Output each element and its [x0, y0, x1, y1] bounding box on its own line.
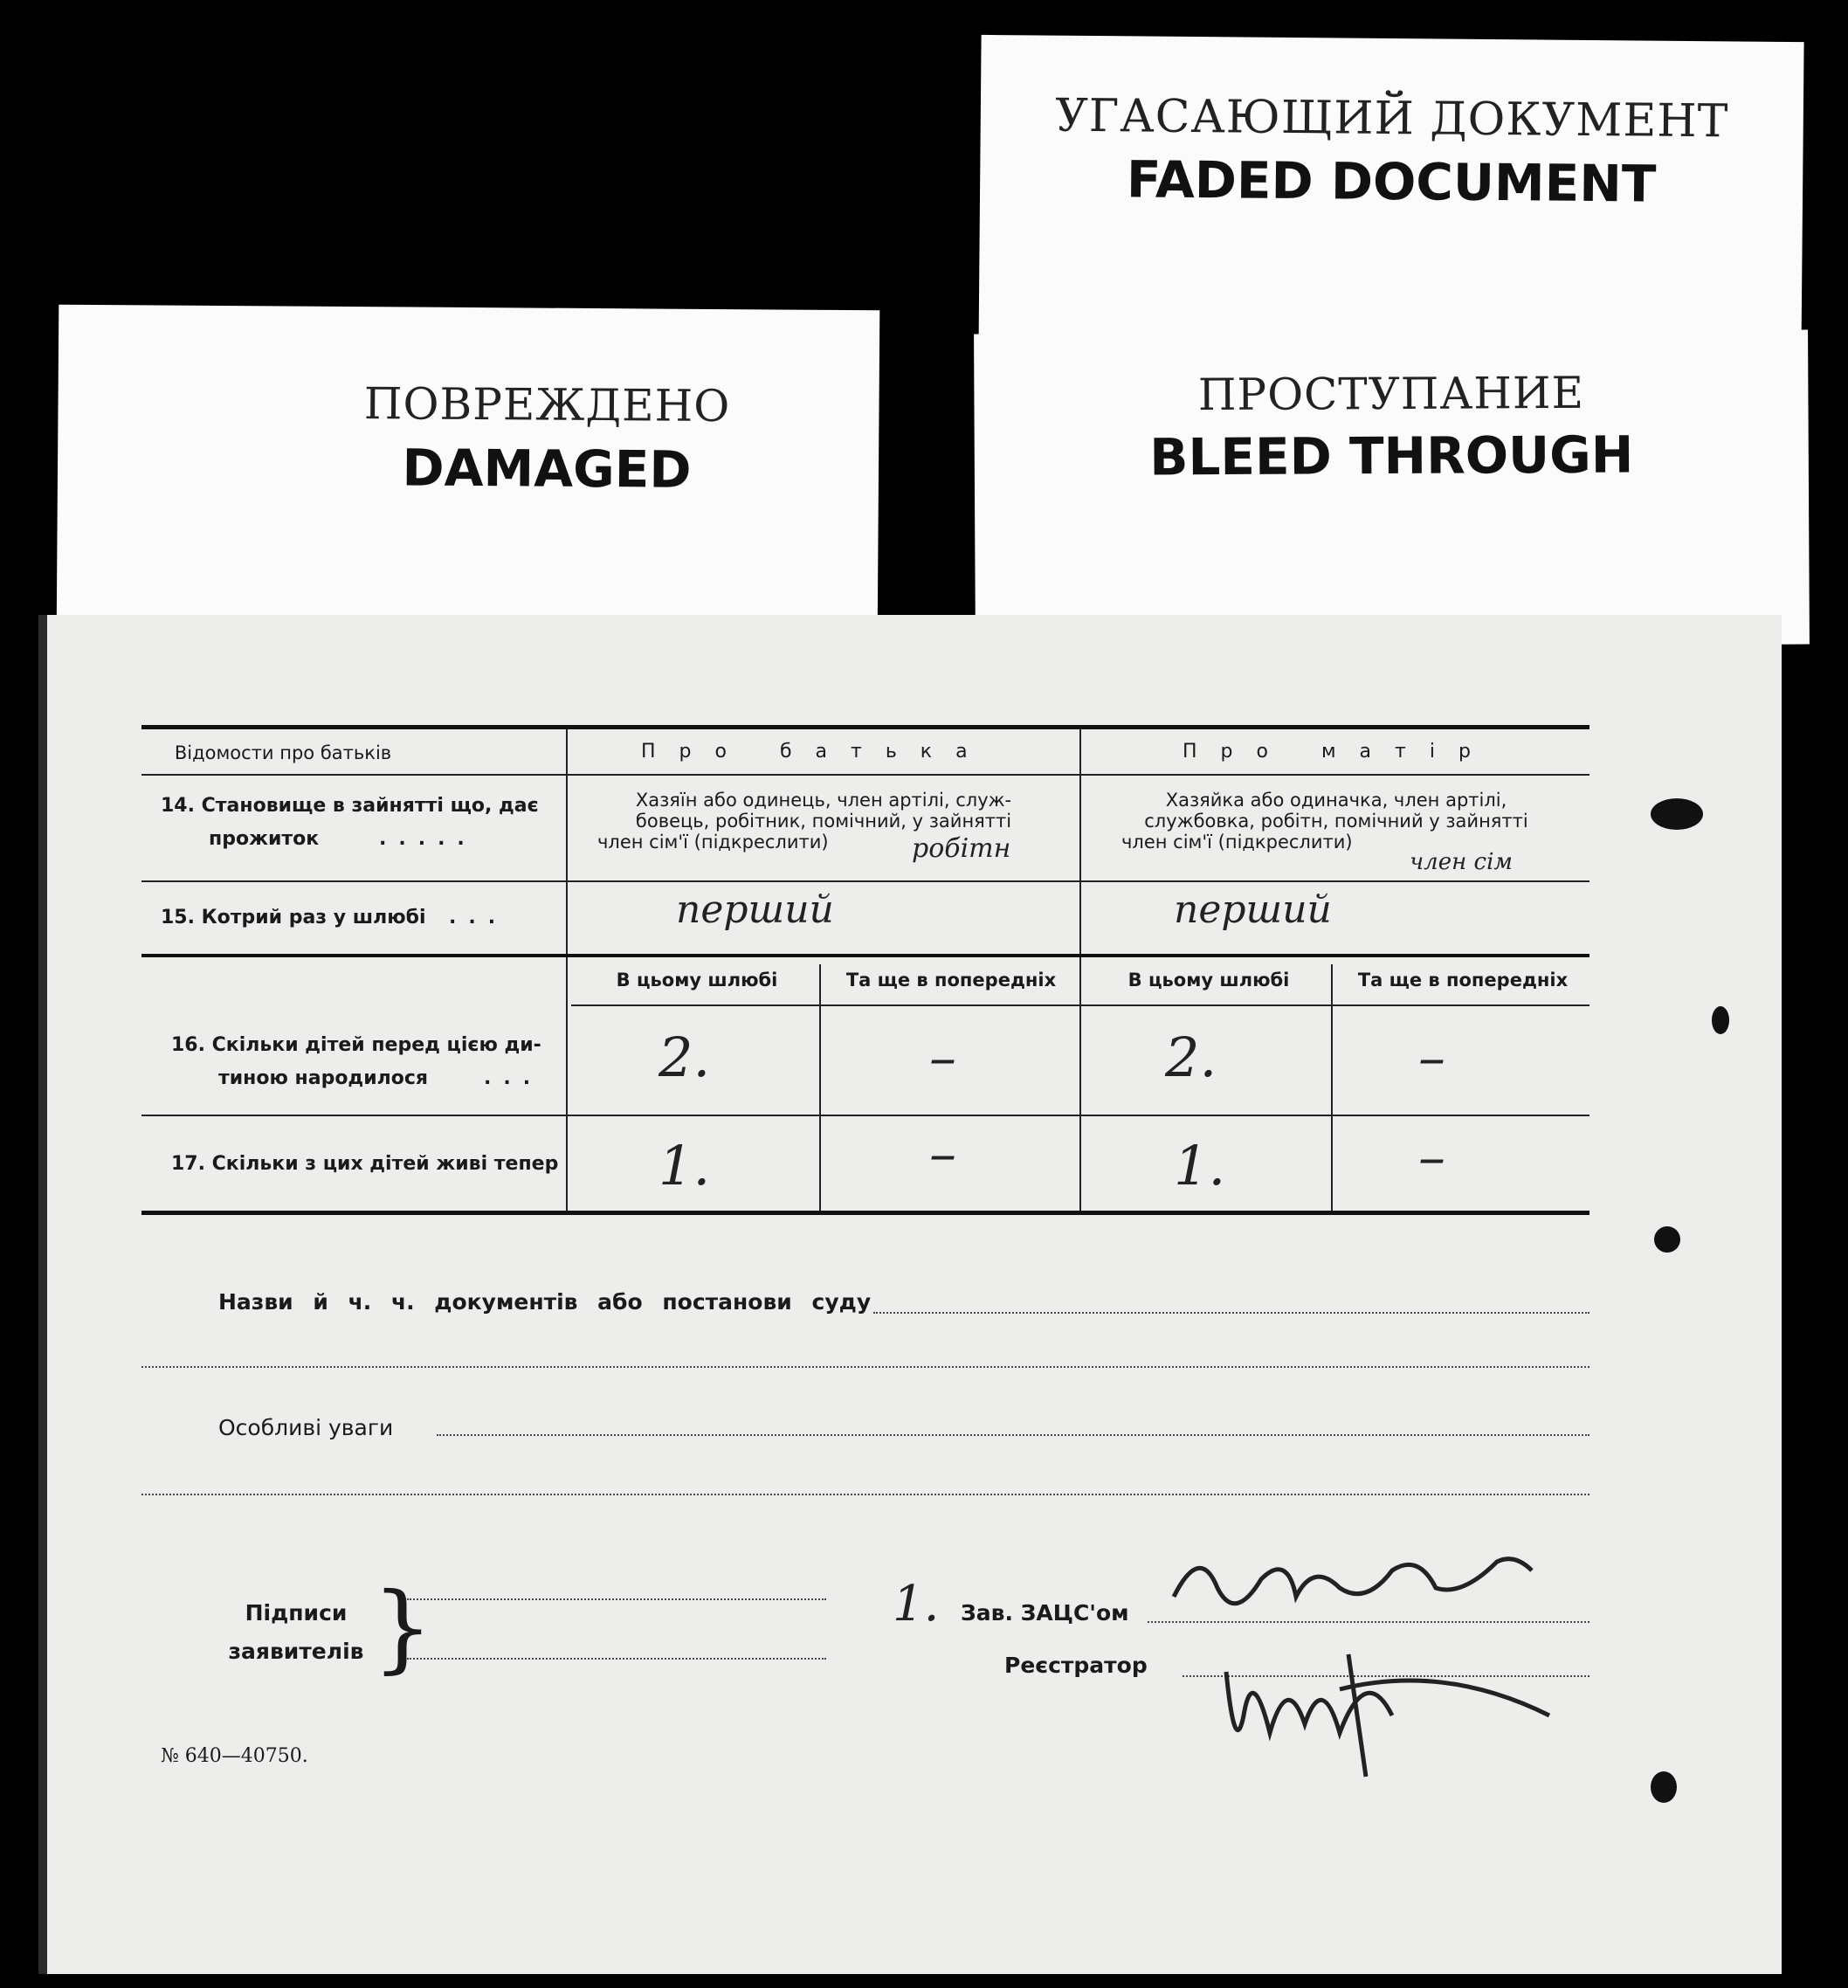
row16-father-current: 2.: [659, 1025, 711, 1089]
row16-label-cont: тиною народилося: [218, 1067, 429, 1089]
applicant-signature-line: [407, 1658, 826, 1660]
row17-father-current: 1.: [659, 1134, 711, 1198]
head-signature: [1165, 1536, 1549, 1640]
bleed-through-notice: [974, 330, 1810, 649]
row14-label: 14. Становище в зайнятті що, дає: [161, 795, 539, 817]
row-rule: [141, 1115, 1589, 1116]
registrar-signature: [1217, 1637, 1584, 1785]
registrar-label: Реєстратор: [1004, 1653, 1148, 1678]
column-divider: [1079, 728, 1081, 1211]
row14-mother-handwriting: член сім: [1410, 849, 1513, 875]
brace: }: [372, 1571, 433, 1683]
damaged-notice: [57, 305, 880, 643]
row14-father-handwriting: робітн: [912, 833, 1011, 864]
registration-record-form: [38, 615, 1782, 1974]
column-divider: [566, 728, 568, 1211]
row-rule: [141, 954, 1589, 957]
father-options-line: Хазяїн або одинець, член артілі, служ-: [635, 790, 1012, 811]
documents-line: [873, 1312, 1589, 1314]
subheader-rule: [571, 1004, 1589, 1006]
binding-hole: [1651, 1771, 1677, 1803]
mother-options-line: Хазяйка або одиначка, член артілі,: [1165, 790, 1507, 811]
binding-hole: [1654, 1226, 1680, 1253]
row16-mother-previous: –: [1418, 1025, 1445, 1089]
form-number: № 640—40750.: [161, 1745, 308, 1767]
row17-mother-previous: –: [1418, 1125, 1445, 1189]
leader-dots: ...: [449, 907, 508, 928]
row17-father-previous: –: [929, 1122, 956, 1185]
header-mother: Про матір: [1183, 741, 1494, 763]
binding-hole: [1712, 1006, 1729, 1034]
notice-english-text: BLEED THROUGH: [1149, 425, 1634, 487]
row17-mother-current: 1.: [1174, 1134, 1226, 1198]
row14-label-cont: прожиток: [209, 828, 320, 850]
row15-mother-handwriting: перший: [1174, 887, 1332, 932]
subheader-mother-in-marriage: В цьому шлюбі: [1127, 970, 1290, 991]
faded-document-notice: [978, 35, 1803, 365]
applicants-signature-label: Підписи: [245, 1600, 348, 1626]
row16-father-previous: –: [929, 1025, 956, 1089]
row17-label: 17. Скільки з цих дітей живі тепер: [171, 1153, 559, 1175]
applicant-signature-line: [407, 1598, 826, 1600]
leader-dots: .....: [379, 828, 477, 850]
row16-label: 16. Скільки дітей перед цією ди-: [171, 1034, 541, 1056]
table-bottom-rule: [141, 1211, 1589, 1215]
row16-mother-current: 2.: [1165, 1025, 1217, 1089]
binding-hole: [1651, 798, 1703, 830]
documents-line-2: [141, 1366, 1589, 1368]
notice-russian-text: УГАСАЮЩИЙ ДОКУМЕНТ: [1054, 89, 1729, 148]
row14-mother-options: [1092, 790, 1581, 852]
subheader-father-previous: Та ще в попередніх: [845, 970, 1057, 991]
notice-russian-text: ПОВРЕЖДЕНО: [363, 378, 731, 432]
row15-label: 15. Котрий раз у шлюбі: [161, 907, 426, 928]
mother-options-line: член сім'ї (підкреслити): [1121, 832, 1353, 852]
father-options-line: бовець, робітник, помічний, у зайнятті: [635, 811, 1012, 832]
column-divider: [1331, 964, 1333, 1211]
row-rule: [141, 880, 1589, 882]
remarks-line: [437, 1434, 1589, 1436]
item-number-handwriting: 1.: [893, 1576, 940, 1633]
mother-options-line: службовка, робітн, помічний у зайнятті: [1144, 811, 1528, 832]
notice-english-text: DAMAGED: [402, 438, 692, 500]
header-rule: [141, 774, 1589, 776]
remarks-label: Особливі уваги: [218, 1415, 394, 1440]
leader-dots: ...: [484, 1067, 543, 1089]
table-top-rule: [141, 725, 1589, 729]
subheader-father-in-marriage: В цьому шлюбі: [616, 970, 778, 991]
notice-english-text: FADED DOCUMENT: [1126, 149, 1657, 214]
remarks-line-2: [141, 1494, 1589, 1495]
notice-russian-text: ПРОСТУПАНИЕ: [1197, 367, 1585, 421]
father-options-line: член сім'ї (підкреслити): [597, 832, 829, 852]
column-divider: [819, 964, 821, 1211]
header-parents-info: Відомости про батьків: [174, 742, 392, 763]
applicants-signature-label-cont: заявителів: [228, 1639, 364, 1664]
documents-label: Назви й ч. ч. документів або постанови суду: [218, 1289, 872, 1315]
header-father: Про батька: [641, 741, 991, 763]
head-of-registry-label: Зав. ЗАЦС'ом: [961, 1600, 1129, 1626]
subheader-mother-previous: Та ще в попередніх: [1357, 970, 1569, 991]
row15-father-handwriting: перший: [676, 887, 834, 932]
